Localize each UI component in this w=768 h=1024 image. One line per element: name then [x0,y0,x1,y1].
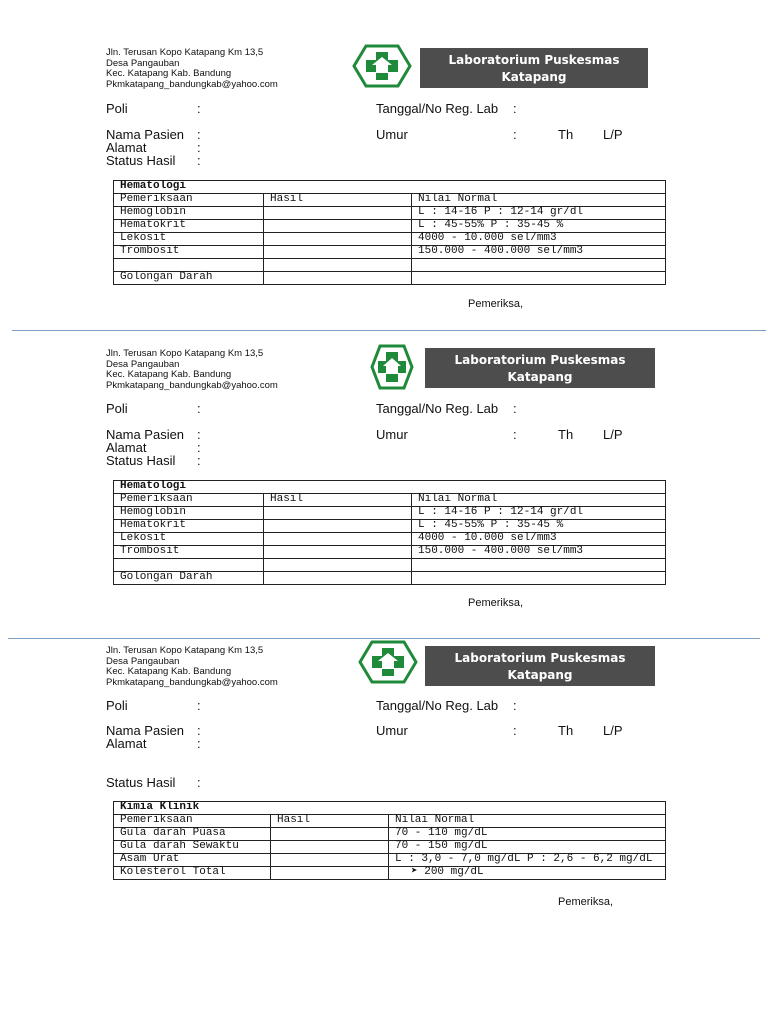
kimia-klinik-table [113,801,666,880]
hematologi-table [113,180,666,285]
cell-nilai-normal: 150.000 - 400.000 sel/mm3 [412,546,666,559]
alamat-colon: : [197,140,201,155]
clinic-address [106,646,278,688]
address-line: Jln. Terusan Kopo Katapang Km 13,5 [106,47,264,58]
tanggal-colon: : [513,698,517,713]
table-row [114,867,666,880]
cell-pemeriksaan [114,559,264,572]
cell-nilai-normal [412,572,666,585]
address-line: Pkmkatapang_bandungkab@yahoo.com [106,676,278,688]
cell-hasil[interactable] [264,572,412,585]
poli-label: Poli [106,698,128,713]
cell-pemeriksaan [114,259,264,272]
th-label: Th [558,427,574,442]
alamat-label: Alamat [106,736,147,751]
table-row [114,841,666,854]
address-line: Kec. Katapang Kab. Bandung [106,666,232,677]
cell-hasil[interactable] [264,272,412,285]
section-title: Kimia Klinik [114,802,666,815]
table-row [114,507,666,520]
cell-nilai-normal: L : 14-16 P : 12-14 gr/dl [412,507,666,520]
alamat-label: Alamat [106,440,147,455]
cell-hasil[interactable] [264,507,412,520]
cell-nilai-normal: 70 - 150 mg/dL [389,841,666,854]
umur-label: Umur [376,723,408,738]
header-hasil: Hasil [264,494,412,507]
cell-hasil[interactable] [264,220,412,233]
lab-title-banner [425,348,655,388]
lp-label: L/P [603,427,623,442]
address-line: Pkmkatapang_bandungkab@yahoo.com [106,78,278,90]
cell-nilai-normal: L : 45-55% P : 35-45 % [412,520,666,533]
address-line: Pkmkatapang_bandungkab@yahoo.com [106,379,278,391]
table-header-row [114,194,666,207]
lab-title-banner [420,48,648,88]
cell-pemeriksaan: Asam Urat [114,854,271,867]
address-line: Kec. Katapang Kab. Bandung [106,369,232,380]
table-row [114,546,666,559]
th-label: Th [558,723,574,738]
clinic-address [106,48,278,90]
umur-colon: : [513,723,517,738]
cell-pemeriksaan: Lekosit [114,533,264,546]
status-colon: : [197,775,201,790]
table-row [114,533,666,546]
cut-line [8,638,760,639]
address-line: Jln. Terusan Kopo Katapang Km 13,5 [106,348,264,359]
nama-colon: : [197,427,201,442]
cell-nilai-normal: ➤ 200 mg/dL [389,867,666,880]
header-pemeriksaan: Pemeriksaan [114,194,264,207]
cell-nilai-normal: 70 - 110 mg/dL [389,828,666,841]
status-hasil-label: Status Hasil [106,453,176,468]
cell-pemeriksaan: Gula darah Sewaktu [114,841,271,854]
nama-pasien-label: Nama Pasien [106,723,185,738]
table-row [114,207,666,220]
alamat-colon: : [197,440,201,455]
status-colon: : [197,153,201,168]
cell-hasil[interactable] [264,233,412,246]
cell-hasil[interactable] [271,828,389,841]
cell-hasil[interactable] [264,259,412,272]
table-row [114,559,666,572]
cell-pemeriksaan: Golongan Darah [114,572,264,585]
cell-nilai-normal: 4000 - 10.000 sel/mm3 [412,533,666,546]
cell-nilai-normal: 4000 - 10.000 sel/mm3 [412,233,666,246]
status-colon: : [197,453,201,468]
header-nilai-normal: Nilai Normal [389,815,666,828]
tanggal-colon: : [513,401,517,416]
banner-line-1: Laboratorium Puskesmas [454,651,626,665]
tanggal-label: Tanggal/No Reg. Lab [376,401,499,416]
puskesmas-logo-icon [352,44,412,88]
cell-pemeriksaan: Hemoglobin [114,507,264,520]
status-hasil-label: Status Hasil [106,153,176,168]
lp-label: L/P [603,723,623,738]
table-section-row [114,481,666,494]
nama-pasien-label: Nama Pasien [106,427,185,442]
banner-line-2: Katapang [507,370,573,384]
banner-line-2: Katapang [507,668,573,682]
tanggal-label: Tanggal/No Reg. Lab [376,101,499,116]
address-line: Jln. Terusan Kopo Katapang Km 13,5 [106,645,264,656]
pemeriksa-signature-label: Pemeriksa, [468,597,524,609]
alamat-colon: : [197,736,201,751]
cell-nilai-normal [412,272,666,285]
cell-hasil[interactable] [264,559,412,572]
cell-pemeriksaan: Gula darah Puasa [114,828,271,841]
table-row [114,272,666,285]
cell-nilai-normal [412,559,666,572]
table-header-row [114,494,666,507]
table-header-row [114,815,666,828]
pemeriksa-signature-label: Pemeriksa, [468,298,524,310]
table-row [114,854,666,867]
cell-hasil[interactable] [271,854,389,867]
lp-label: L/P [603,127,623,142]
cell-nilai-normal: 150.000 - 400.000 sel/mm3 [412,246,666,259]
alamat-label: Alamat [106,140,147,155]
header-pemeriksaan: Pemeriksaan [114,494,264,507]
cell-hasil[interactable] [264,207,412,220]
umur-colon: : [513,427,517,442]
cell-nilai-normal: L : 45-55% P : 35-45 % [412,220,666,233]
tanggal-colon: : [513,101,517,116]
cell-nilai-normal [412,259,666,272]
table-row [114,520,666,533]
banner-line-1: Laboratorium Puskesmas [454,353,626,367]
cut-line [12,330,766,331]
address-line: Kec. Katapang Kab. Bandung [106,68,232,79]
hematologi-table [113,480,666,585]
table-row [114,220,666,233]
puskesmas-logo-icon [370,344,414,390]
umur-colon: : [513,127,517,142]
lab-title-banner [425,646,655,686]
banner-line-2: Katapang [501,70,567,84]
cell-pemeriksaan: Golongan Darah [114,272,264,285]
banner-line-1: Laboratorium Puskesmas [448,53,620,67]
poli-label: Poli [106,101,128,116]
header-hasil: Hasil [271,815,389,828]
clinic-address [106,349,278,391]
poli-colon: : [197,101,201,116]
section-title: Hematologi [114,181,666,194]
cell-pemeriksaan: Trombosit [114,246,264,259]
cell-hasil[interactable] [264,546,412,559]
cell-pemeriksaan: Hemoglobin [114,207,264,220]
table-section-row [114,802,666,815]
cell-hasil[interactable] [264,246,412,259]
cell-hasil[interactable] [271,841,389,854]
cell-pemeriksaan: Hematokrit [114,220,264,233]
nama-colon: : [197,127,201,142]
cell-hasil[interactable] [264,533,412,546]
address-line: Desa Pangauban [106,655,180,667]
th-label: Th [558,127,574,142]
status-hasil-label: Status Hasil [106,775,176,790]
address-line: Desa Pangauban [106,57,180,69]
cell-pemeriksaan: Lekosit [114,233,264,246]
cell-hasil[interactable] [264,520,412,533]
poli-colon: : [197,698,201,713]
nama-colon: : [197,723,201,738]
cell-pemeriksaan: Hematokrit [114,520,264,533]
cell-nilai-normal: L : 14-16 P : 12-14 gr/dl [412,207,666,220]
header-hasil: Hasil [264,194,412,207]
poli-label: Poli [106,401,128,416]
header-pemeriksaan: Pemeriksaan [114,815,271,828]
poli-colon: : [197,401,201,416]
table-row [114,233,666,246]
table-row [114,246,666,259]
cell-pemeriksaan: Trombosit [114,546,264,559]
header-nilai-normal: Nilai Normal [412,494,666,507]
cell-pemeriksaan: Kolesterol Total [114,867,271,880]
table-row [114,259,666,272]
umur-label: Umur [376,127,408,142]
table-row [114,572,666,585]
table-section-row [114,181,666,194]
puskesmas-logo-icon [358,640,418,684]
table-row [114,828,666,841]
cell-nilai-normal: L : 3,0 - 7,0 mg/dL P : 2,6 - 6,2 mg/dL [389,854,666,867]
pemeriksa-signature-label: Pemeriksa, [558,896,614,908]
tanggal-label: Tanggal/No Reg. Lab [376,698,499,713]
header-nilai-normal: Nilai Normal [412,194,666,207]
umur-label: Umur [376,427,408,442]
cell-hasil[interactable] [271,867,389,880]
section-title: Hematologi [114,481,666,494]
nama-pasien-label: Nama Pasien [106,127,185,142]
address-line: Desa Pangauban [106,358,180,370]
